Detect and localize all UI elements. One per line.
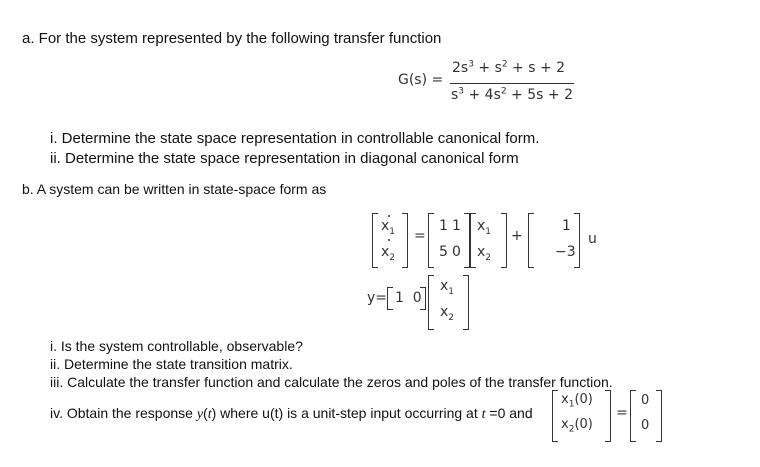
b2: −3 [555, 244, 576, 260]
x2-dot [388, 239, 390, 241]
y-x1: $x_1$ [440, 278, 455, 297]
init-x1: $x_1(0)$ [561, 392, 593, 410]
input-u: u [588, 231, 597, 247]
y-x2: $x_2$ [440, 304, 455, 323]
tf-fraction-line [450, 83, 574, 84]
matrix-a-bracket-left [428, 213, 434, 268]
init-label-bracket-left [552, 390, 558, 442]
a11: 1 [439, 218, 448, 234]
y-x-bracket-left [428, 275, 434, 330]
init-value-bracket-right [656, 390, 662, 442]
part-a-intro: a. For the system represented by the following transfer function [22, 30, 442, 47]
xdot-1: $x_1$ [381, 218, 396, 237]
matrix-c-bracket-left [387, 287, 393, 310]
a22: 0 [452, 244, 461, 260]
plus-sign: + [511, 228, 523, 244]
xdot-bracket-right [402, 213, 408, 268]
b1: 1 [562, 218, 571, 234]
init-x2: $x_2(0)$ [561, 417, 593, 435]
init-value-2: 0 [641, 418, 650, 433]
x2: $x_2$ [477, 244, 492, 263]
tf-denominator: $s^3 + 4s^2 + 5s + 2$ [451, 86, 573, 103]
xdot-2: $x_2$ [381, 244, 396, 263]
init-equals: = [616, 405, 628, 421]
part-b-question-2: ii. Determine the state transition matrix. [50, 356, 293, 372]
equals-sign: = [414, 228, 426, 244]
part-b-intro: b. A system can be written in state-space form as [22, 181, 327, 197]
x1-dot [388, 215, 390, 217]
x-bracket-left [470, 213, 476, 268]
x-bracket-right [501, 213, 507, 268]
tf-numerator: $2s^3 + s^2 + s + 2$ [452, 59, 566, 76]
x1: $x_1$ [477, 218, 492, 237]
init-label-bracket-right [605, 390, 611, 442]
a12: 1 [452, 218, 461, 234]
matrix-b-bracket-right [574, 213, 580, 268]
y-x-bracket-right [463, 275, 469, 330]
output-y-label: y= [367, 290, 388, 306]
init-value-bracket-left [630, 390, 636, 442]
matrix-b-bracket-left [528, 213, 534, 268]
part-b-question-3: iii. Calculate the transfer function and calculate the zeros and poles of the transfer function. [50, 374, 613, 390]
part-a-question-1: i. Determine the state space representation in controllable canonical form. [50, 130, 540, 147]
part-b-question-4: iv. Obtain the response y(t) where u(t) is a unit-step input occurring at t =0 and [50, 405, 533, 422]
matrix-c-values: 1 0 [395, 290, 422, 306]
part-b-question-1: i. Is the system controllable, observable? [50, 338, 303, 354]
xdot-bracket-left [372, 213, 378, 268]
init-value-1: 0 [641, 393, 650, 408]
part-a-question-2: ii. Determine the state space representation in diagonal canonical form [50, 150, 519, 167]
matrix-c-bracket-right [420, 287, 426, 310]
transfer-function-label: G(s) = [398, 72, 444, 88]
a21: 5 [439, 244, 448, 260]
